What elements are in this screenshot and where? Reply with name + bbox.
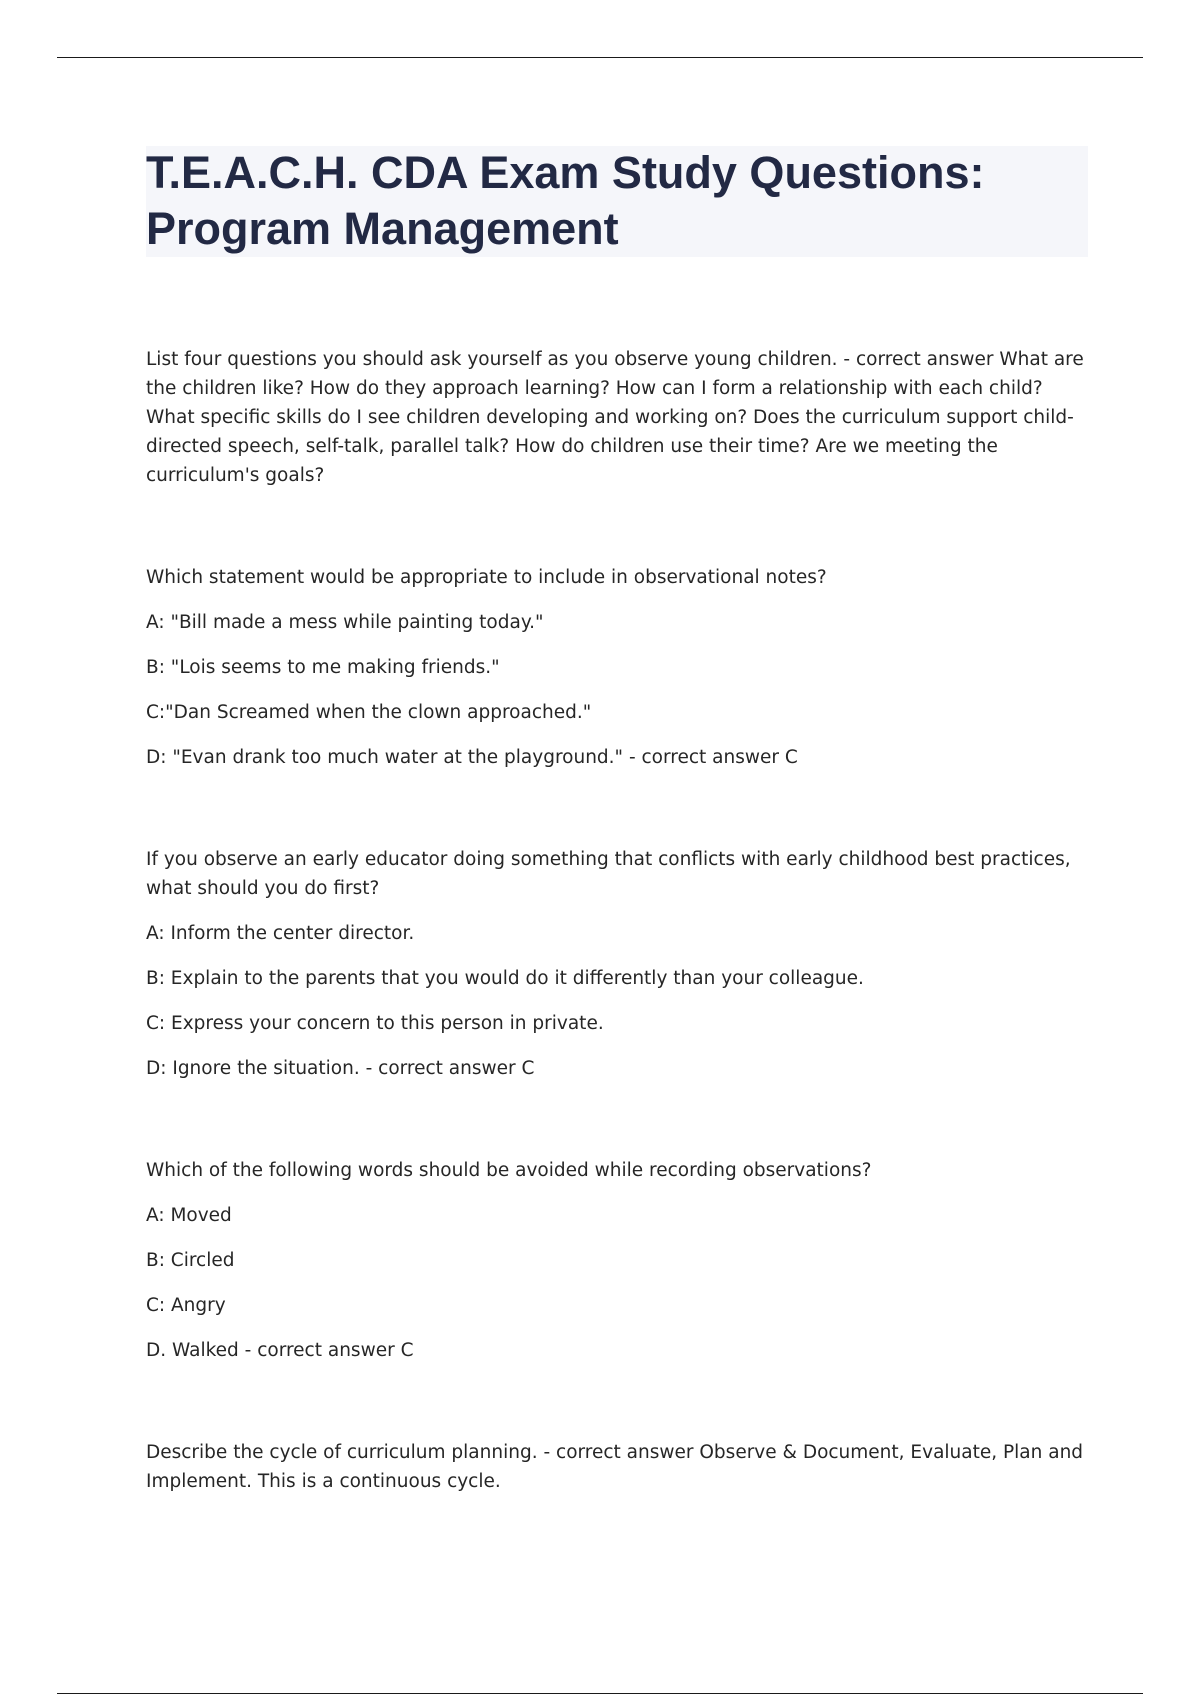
document-body [146,345,1092,1512]
answer-option: C:"Dan Screamed when the clown approached." [146,702,592,723]
answer-option: A: "Bill made a mess while painting today." [146,612,544,633]
question-text: Describe the cycle of curriculum planning. - correct answer Observe & Document, Evaluate, Plan and Implement. This is a continuous cycle. [146,1442,1084,1492]
question-text: If you observe an early educator doing something that conflicts with early childhood best practices, what should you do first? [146,849,1071,899]
answer-option: B: "Lois seems to me making friends." [146,657,500,678]
answer-option: C: Angry [146,1295,226,1316]
bottom-rule [57,1693,1143,1694]
answer-option: B: Circled [146,1250,235,1271]
answer-option: C: Express your concern to this person in private. [146,1013,604,1034]
answer-option: D. Walked - correct answer C [146,1340,414,1361]
page-title-line-2: Program Management [146,203,619,254]
qa-block [146,1156,1092,1365]
answer-option: B: Explain to the parents that you would do it differently than your colleague. [146,968,864,989]
answer-option: A: Inform the center director. [146,923,415,944]
qa-block [146,845,1092,1083]
qa-block [146,345,1092,490]
qa-block [146,1438,1092,1496]
answer-option: A: Moved [146,1205,232,1226]
page-title-line-1: T.E.A.C.H. CDA Exam Study Questions: [146,147,985,198]
question-text: List four questions you should ask yourself as you observe young children. - correct answer What are the children like? How do they approach learning? How can I form a relationship with each child? What specific skills do I see children developing and working on? Does the curriculum support child-directed speech, self-talk, parallel talk? How do children use their time? Are we meeting the curriculum's goals? [146,349,1084,486]
question-text: Which statement would be appropriate to include in observational notes? [146,567,827,588]
answer-option: D: "Evan drank too much water at the playground." - correct answer C [146,747,798,768]
qa-block [146,563,1092,772]
question-text: Which of the following words should be avoided while recording observations? [146,1160,872,1181]
answer-option: D: Ignore the situation. - correct answer C [146,1058,535,1079]
top-rule [57,57,1143,58]
